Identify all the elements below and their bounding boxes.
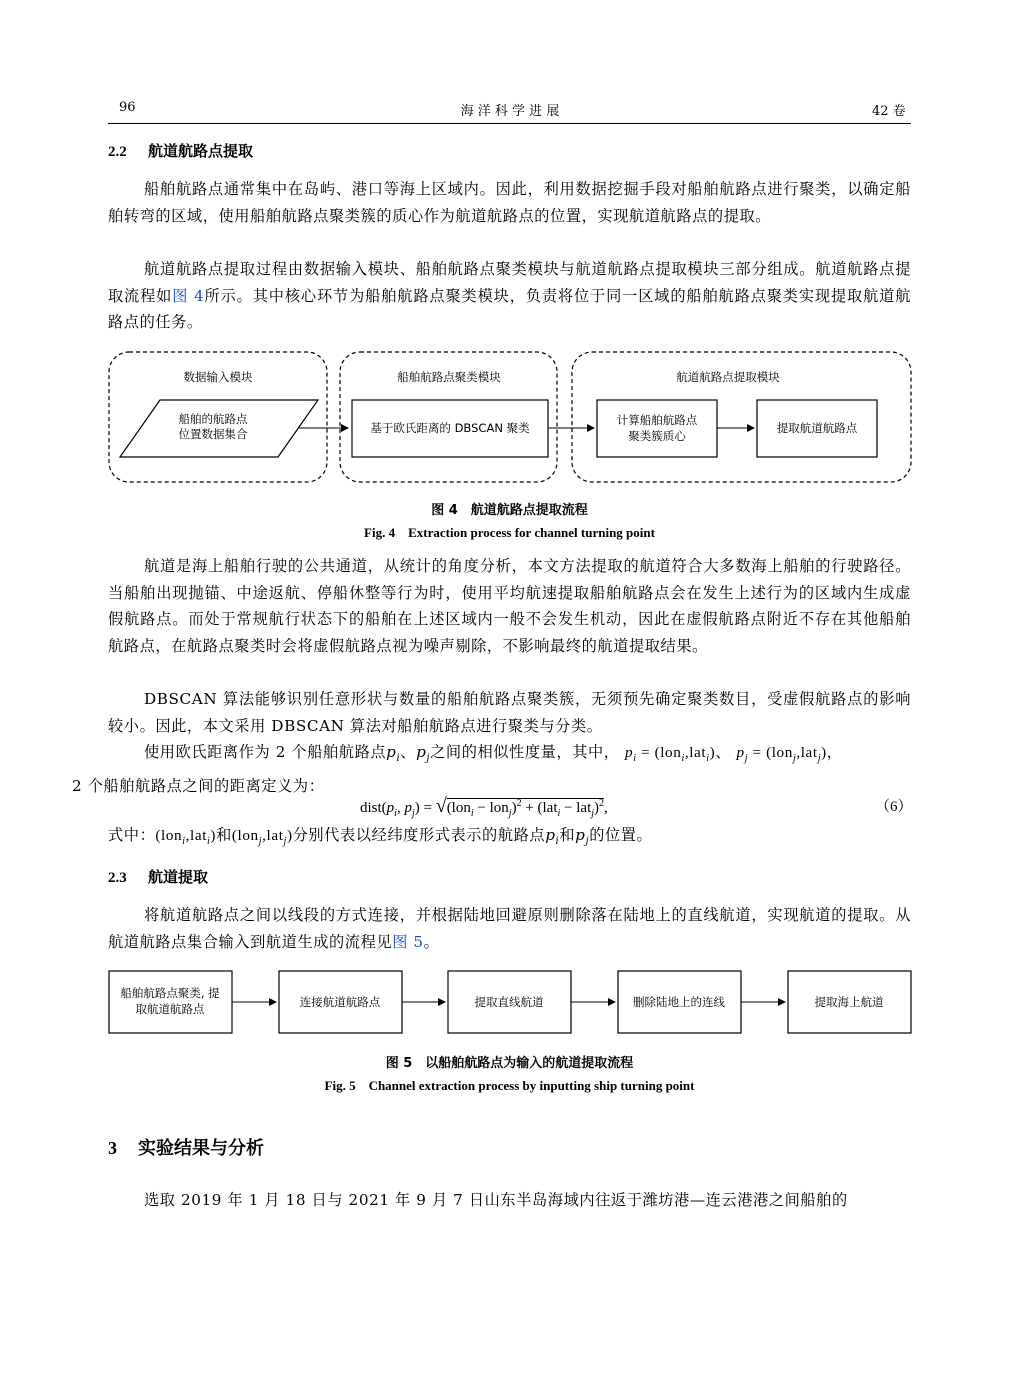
paragraph-4: DBSCAN 算法能够识别任意形状与数量的船舶航路点聚类簇，无须预先确定聚类数目，受虚假航路点的影响较小。因此，本文采用 DBSCAN 算法对船舶航路点进行聚类与分类。 xyxy=(108,690,911,735)
paragraph-5: 使用欧氏距离作为 2 个船舶航路点$p_i$、$p_j$之间的相似性度量，其中， $p_i = (lon_i,lat_i)$、 $p_j = (lon_j,lat_j)$， 2 个船舶航路点之间的距离定义为： xyxy=(108,739,911,799)
p6-text-a: 式中： xyxy=(108,826,156,844)
p6-text-c: 分别代表以经纬度形式表示的航路点 xyxy=(292,826,546,844)
paragraph-2-text-a: 航道航路点提取过程由数据输入模块、船舶航路点聚类模块与航道航路点提取模块三部分组成。航道航路点提取流程如 xyxy=(108,260,911,305)
figure-5-link[interactable]: 图 5 xyxy=(392,932,424,951)
paragraph-1: 船舶航路点通常集中在岛屿、港口等海上区域内。因此，利用数据挖掘手段对船舶航路点进行聚类，以确定船舶转弯的区域，使用船舶航路点聚类簇的质心作为航道航路点的位置，实现航道航路点的提取。 xyxy=(108,180,911,225)
p5-text-f: 2 个船舶航路点之间的距离定义为： xyxy=(72,776,325,795)
centroid-label-line1: 计算船舶航路点 xyxy=(616,413,698,427)
paragraph-3: 航道是海上船舶行驶的公共通道，从统计的角度分析，本文方法提取的航道符合大多数海上船舶的行驶路径。当船舶出现抛锚、中途返航、停船休整等行为时，使用平均航速提取船舶航路点会在发生上述行为的区域内生成虚假航路点。而处于常规航行状态下的船舶在上述区域内一般不会发生机动，因此在虚假航路点附近不存在其他船舶航路点，在航路点聚类时会将虚假航路点视为噪声剔除，不影响最终的航道提取结果。 xyxy=(108,557,911,655)
eq6-lhs: dist( xyxy=(360,800,387,816)
p5-text-e: ， xyxy=(826,743,843,761)
section-title: 实验结果与分析 xyxy=(138,1138,264,1159)
group-label-extract: 航道航路点提取模块 xyxy=(676,370,780,384)
figure-5-caption-en: Fig. 5 Channel extraction process by inputting ship turning point xyxy=(324,1078,695,1093)
fig5-box-3-label: 提取直线航道 xyxy=(474,995,544,1009)
cluster-label: 基于欧氏距离的 DBSCAN 聚类 xyxy=(370,421,530,435)
figure-4-caption-en: Fig. 4 Extraction process for channel turning point xyxy=(364,525,655,540)
p6-text-e: 的位置。 xyxy=(589,826,653,844)
section-number: 2.2 xyxy=(108,144,127,160)
paragraph-7 xyxy=(108,902,911,955)
journal-title: 海 洋 科 学 进 展 xyxy=(460,104,560,119)
equation-6: $dist(p_i$, $p_j) = √(lon_i - lon_j)^2 + (lat_i - lat_j)^2$, xyxy=(360,795,608,819)
p7-text-b: 。 xyxy=(423,932,440,951)
fig5-box-4-label: 删除陆地上的连线 xyxy=(633,995,725,1009)
p5-text-a: 使用欧氏距离作为 2 个船舶航路点 xyxy=(144,743,387,761)
section-title: 航道提取 xyxy=(148,868,209,886)
section-number: 3 xyxy=(108,1138,117,1158)
volume-label: 42 卷 xyxy=(872,104,906,119)
fig5-box-1-line1: 船舶航路点聚类, 提 xyxy=(120,986,220,1000)
paragraph-6: 式中：(lon$_i$,lat$_i$)和(lon$_j$,lat$_j$)分别代表以经纬度形式表示的航路点$p_i$和$p_j$的位置。 xyxy=(108,826,653,848)
paragraph-2-text-b: 所示。其中核心环节为船舶航路点聚类模块，负责将位于同一区域的船舶航路点聚类实现提取航道航路点的任务。 xyxy=(108,286,911,331)
fig5-box-1-line2: 取航道航路点 xyxy=(135,1002,205,1016)
page-number: 96 xyxy=(119,100,136,115)
p6-text-b: 和 xyxy=(216,826,232,844)
group-label-cluster: 船舶航路点聚类模块 xyxy=(397,370,501,384)
fig5-box-5-label: 提取海上航道 xyxy=(814,995,884,1009)
equation-6-number: （6） xyxy=(875,799,913,815)
figure-4-caption-cn: 图 4 航道航路点提取流程 xyxy=(431,503,588,518)
p7-text-a: 将航道航路点之间以线段的方式连接，并根据陆地回避原则删除落在陆地上的直线航道，实现航道的提取。从航道航路点集合输入到航道生成的流程见 xyxy=(108,906,911,951)
section-heading-2-3 xyxy=(108,866,208,887)
p5-text-b: 、 xyxy=(400,743,417,761)
group-label-input: 数据输入模块 xyxy=(183,370,253,384)
p5-text-d: 、 xyxy=(715,743,732,761)
section-title: 航道航路点提取 xyxy=(148,142,254,160)
p6-text-d: 和 xyxy=(559,826,576,844)
fig5-box-2-label: 连接航道航路点 xyxy=(299,995,381,1009)
paragraph-8: 选取 2019 年 1 月 18 日与 2021 年 9 月 7 日山东半岛海域内往返于潍坊港—连云港港之间船舶的 xyxy=(144,1191,848,1209)
input-label-line2: 位置数据集合 xyxy=(178,427,248,441)
extract-label: 提取航道航路点 xyxy=(776,421,858,435)
p5-text-c: 之间的相似性度量，其中， xyxy=(430,743,620,761)
input-label-line1: 船舶的航路点 xyxy=(178,412,248,426)
figure-5-caption-cn: 图 5 以船舶航路点为输入的航道提取流程 xyxy=(385,1056,634,1071)
figure-4-link[interactable]: 图 4 xyxy=(172,286,205,305)
section-heading-3 xyxy=(108,1134,264,1160)
centroid-label-line2: 聚类簇质心 xyxy=(628,429,686,443)
section-number: 2.3 xyxy=(108,870,127,886)
